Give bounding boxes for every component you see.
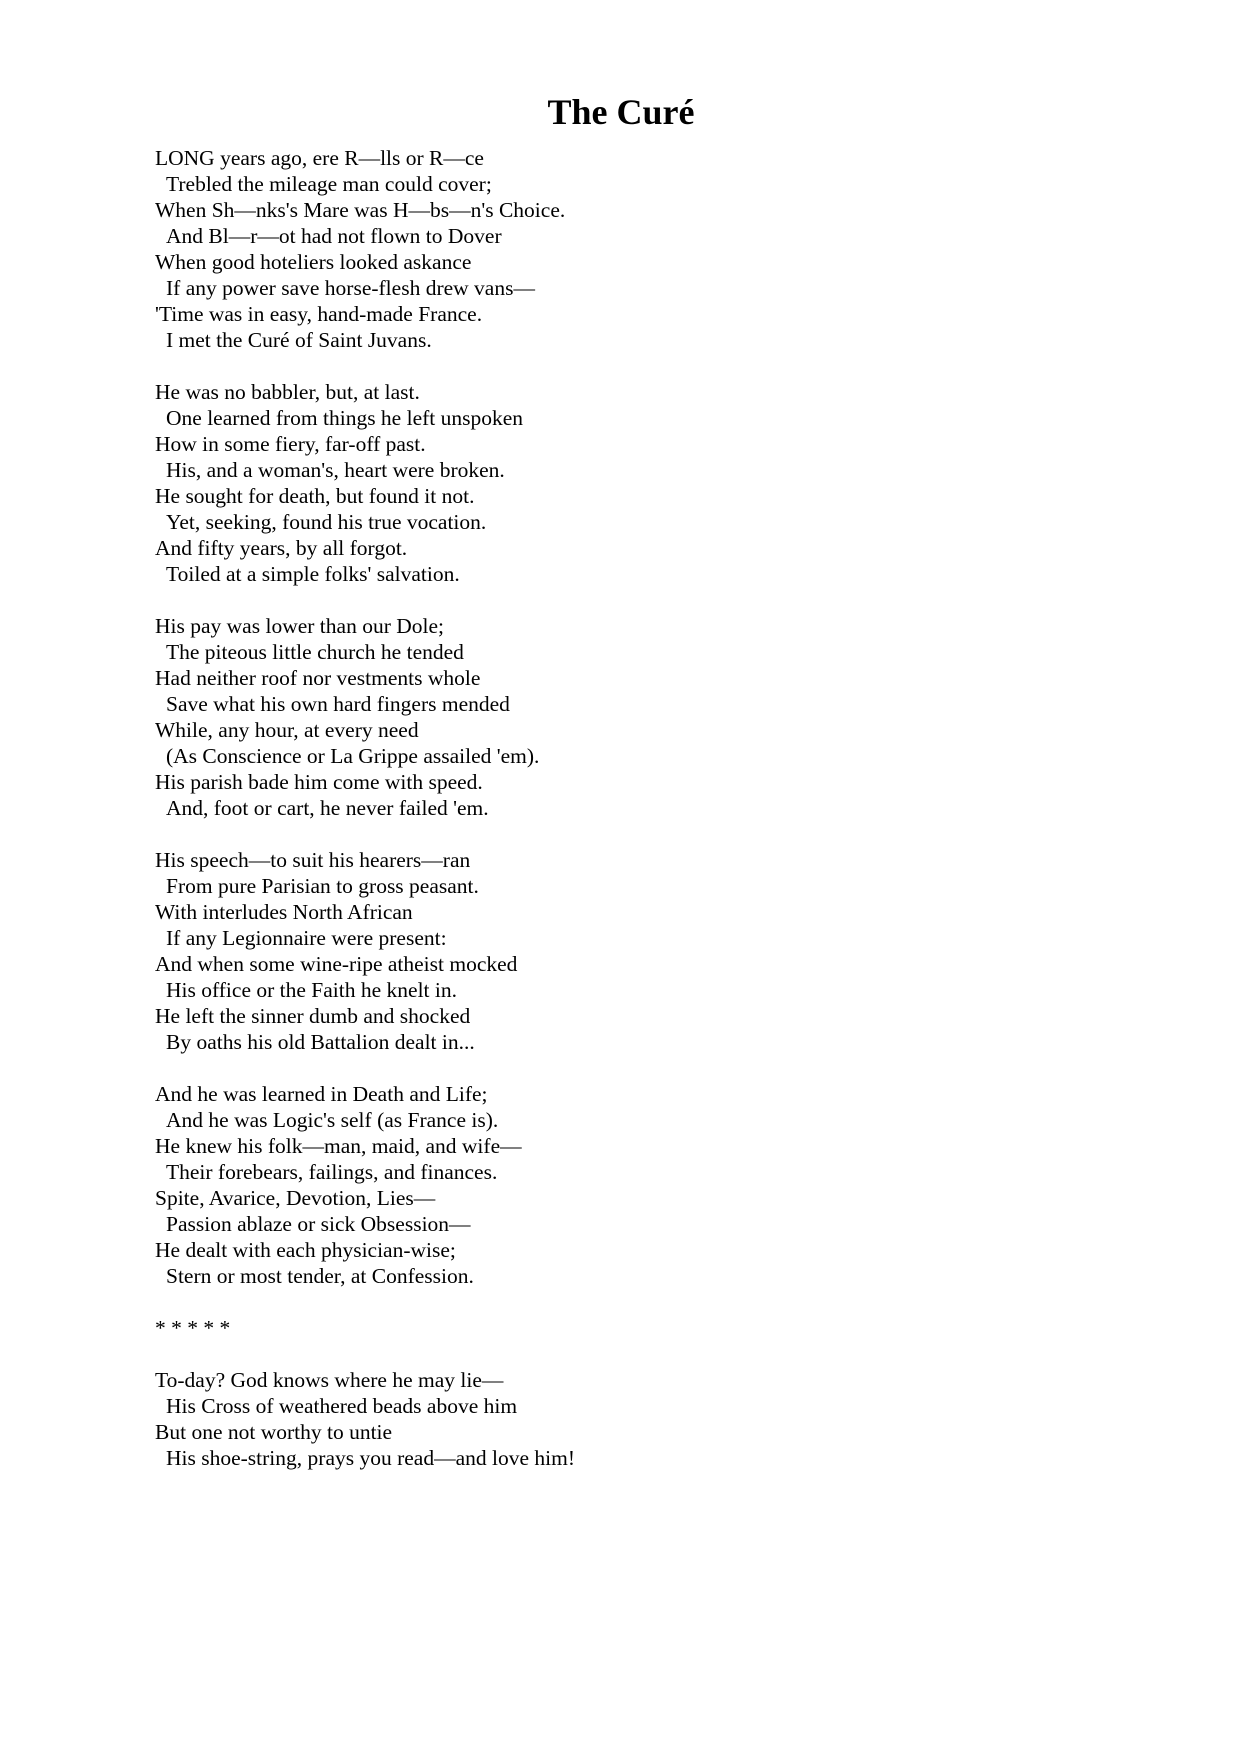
poem-line: He knew his folk—man, maid, and wife— xyxy=(155,1134,522,1158)
poem-line: (As Conscience or La Grippe assailed 'em). xyxy=(166,744,540,768)
poem-line: When Sh—nks's Mare was H—bs—n's Choice. xyxy=(155,198,566,222)
poem-line: And, foot or cart, he never failed 'em. xyxy=(166,796,489,820)
stanza-5 xyxy=(155,1081,1155,1289)
poem-line: From pure Parisian to gross peasant. xyxy=(166,874,479,898)
poem-line: And he was learned in Death and Life; xyxy=(155,1082,488,1106)
poem-line: He dealt with each physician-wise; xyxy=(155,1238,456,1262)
poem-line: Trebled the mileage man could cover; xyxy=(166,172,492,196)
poem-line: 'Time was in easy, hand-made France. xyxy=(155,302,483,326)
poem-line: His pay was lower than our Dole; xyxy=(155,614,444,638)
stanza-1 xyxy=(155,145,1155,353)
poem-line: How in some fiery, far-off past. xyxy=(155,432,426,456)
poem-line: I met the Curé of Saint Juvans. xyxy=(166,328,432,352)
poem-line: Save what his own hard fingers mended xyxy=(166,692,510,716)
poem-line: One learned from things he left unspoken xyxy=(166,406,524,430)
section-separator: * * * * * xyxy=(155,1316,231,1340)
poem-line: He sought for death, but found it not. xyxy=(155,484,475,508)
poem-line: With interludes North African xyxy=(155,900,413,924)
stanza-final xyxy=(155,1367,1155,1471)
poem-line: LONG years ago, ere R—lls or R—ce xyxy=(155,146,484,170)
poem-line: His Cross of weathered beads above him xyxy=(166,1394,518,1418)
poem-line: While, any hour, at every need xyxy=(155,718,419,742)
poem-line: His office or the Faith he knelt in. xyxy=(166,978,457,1002)
poem-line: To-day? God knows where he may lie— xyxy=(155,1368,504,1392)
poem-line: His parish bade him come with speed. xyxy=(155,770,483,794)
poem-line: His speech—to suit his hearers—ran xyxy=(155,848,471,872)
poem-line: His, and a woman's, heart were broken. xyxy=(166,458,505,482)
poem-line: When good hoteliers looked askance xyxy=(155,250,472,274)
stanza-2 xyxy=(155,379,1155,587)
poem-line: And he was Logic's self (as France is). xyxy=(166,1108,499,1132)
poem-line: If any Legionnaire were present: xyxy=(166,926,447,950)
poem-line: His shoe-string, prays you read—and love him! xyxy=(166,1446,576,1470)
poem-line: Stern or most tender, at Confession. xyxy=(166,1264,474,1288)
poem-line: If any power save horse-flesh drew vans— xyxy=(166,276,535,300)
poem-line: Their forebears, failings, and finances. xyxy=(166,1160,498,1184)
stanza-3 xyxy=(155,613,1155,821)
poem-line: And fifty years, by all forgot. xyxy=(155,536,408,560)
stanza-4 xyxy=(155,847,1155,1055)
poem-line: Yet, seeking, found his true vocation. xyxy=(166,510,487,534)
poem-line: Had neither roof nor vestments whole xyxy=(155,666,481,690)
poem-line: Toiled at a simple folks' salvation. xyxy=(166,562,460,586)
poem-line: And when some wine-ripe atheist mocked xyxy=(155,952,518,976)
poem-line: He left the sinner dumb and shocked xyxy=(155,1004,471,1028)
poem-line: Passion ablaze or sick Obsession— xyxy=(166,1212,471,1236)
poem-line: But one not worthy to untie xyxy=(155,1420,393,1444)
poem-line: And Bl—r—ot had not flown to Dover xyxy=(166,224,502,248)
poem-body xyxy=(155,145,1155,1497)
poem-title: The Curé xyxy=(547,92,695,132)
poem-line: By oaths his old Battalion dealt in... xyxy=(166,1030,475,1054)
poem-line: He was no babbler, but, at last. xyxy=(155,380,420,404)
poem-line: The piteous little church he tended xyxy=(166,640,464,664)
poem-line: Spite, Avarice, Devotion, Lies— xyxy=(155,1186,436,1210)
